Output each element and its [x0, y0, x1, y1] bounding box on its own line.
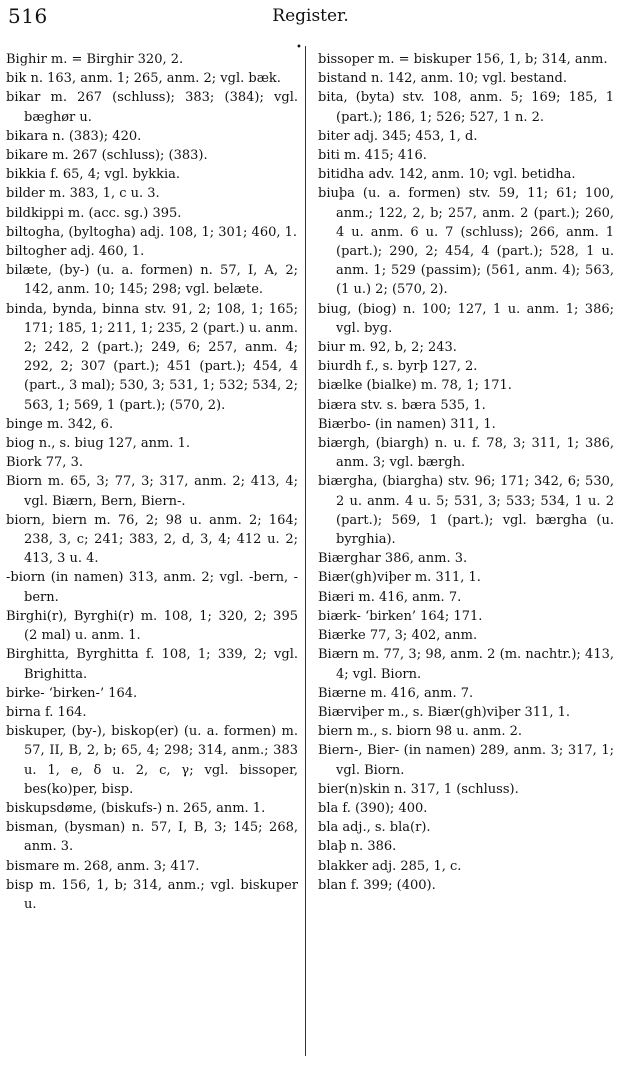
- register-entry: bitidha adv. 142, anm. 10; vgl. betidha.: [318, 167, 576, 183]
- register-entry: biorn, biern m. 76, 2; 98 u. anm. 2; 164; 238, 3, c; 241; 383, 2, d, 3, 4; 412 u. 2; 413, 3 u. 4.: [6, 512, 298, 567]
- register-entry: Biern-, Bier- (in namen) 289, anm. 3; 317, 1; vgl. Biorn.: [318, 743, 614, 778]
- left-column: [6, 50, 298, 914]
- register-entry: biti m. 415; 416.: [318, 148, 427, 164]
- register-entry: biæra stv. s. bæra 535, 1.: [318, 397, 486, 413]
- register-entry: Birghi(r), Byrghi(r) m. 108, 1; 320, 2; 395 (2 mal) u. anm. 1.: [6, 608, 298, 644]
- register-entry: bilæte, (by-) (u. a. formen) n. 57, I, A, 2; 142, anm. 10; 145; 298; vgl. belæte.: [6, 263, 298, 298]
- register-entry: biltogher adj. 460, 1.: [6, 244, 145, 260]
- register-entry: biur m. 92, b, 2; 243.: [318, 340, 457, 356]
- register-entry: biskuper, (by-), biskop(er) (u. a. formen) m. 57, II, B, 2, b; 65, 4; 298; 314, anm.; 383 u. 1, e, δ u. 2, c, γ; vgl. bissoper, bes(ko)per, bisp.: [6, 724, 298, 797]
- register-entry: Biæri m. 416, anm. 7.: [318, 589, 462, 605]
- register-entry: Biærne m. 416, anm. 7.: [318, 685, 474, 701]
- register-entry: Biærn m. 77, 3; 98, anm. 2 (m. nachtr.); 413, 4; vgl. Biorn.: [318, 647, 614, 682]
- register-entry: biærk- ‘birken’ 164; 171.: [318, 608, 483, 624]
- register-entry: bier(n)skin n. 317, 1 (schluss).: [318, 781, 519, 797]
- register-entry: bikar m. 267 (schluss); 383; (384); vgl. bæghør u.: [6, 90, 298, 125]
- register-entry: biog n., s. biug 127, anm. 1.: [6, 436, 190, 452]
- register-entry: biug, (biog) n. 100; 127, 1 u. anm. 1; 386; vgl. byg.: [318, 301, 614, 336]
- register-entry: blaþ n. 386.: [318, 839, 397, 855]
- right-column: [318, 50, 614, 895]
- register-entry: binda, bynda, binna stv. 91, 2; 108, 1; 165; 171; 185, 1; 211, 1; 235, 2 (part.) u. anm. 2; 242, 2 (part.); 249, 6; 257, anm. 4; 292, 2; 307 (part.); 451 (part.); 454, 4 (part., 3 mal); 530, 3; 531, 1; 532; 534, 2; 563, 1; 569, 1 (part.); (570, 2).: [6, 301, 298, 413]
- running-title: Register.: [272, 6, 349, 26]
- register-entry: Bighir m. = Birghir 320, 2.: [6, 52, 184, 67]
- register-entry: Biorn m. 65, 3; 77, 3; 317, anm. 2; 413, 4; vgl. Biærn, Bern, Biern-.: [6, 474, 298, 509]
- register-entry: bisp m. 156, 1, b; 314, anm.; vgl. biskuper u.: [6, 877, 298, 912]
- register-entry: Biork 77, 3.: [6, 455, 83, 471]
- register-entry: Biær(gh)viþer m. 311, 1.: [318, 570, 481, 586]
- register-entry: bismare m. 268, anm. 3; 417.: [6, 858, 200, 874]
- register-entry: bla adj., s. bla(r).: [318, 820, 431, 836]
- register-entry: bla f. (390); 400.: [318, 800, 428, 816]
- register-entry: bik n. 163, anm. 1; 265, anm. 2; vgl. bæk.: [6, 71, 281, 87]
- register-entry: bildkippi m. (acc. sg.) 395.: [6, 205, 182, 221]
- register-entry: bilder m. 383, 1, c u. 3.: [6, 186, 160, 202]
- register-entry: birke- ‘birken-’ 164.: [6, 685, 138, 701]
- register-entry: Biærviþer m., s. Biær(gh)viþer 311, 1.: [318, 704, 570, 720]
- column-divider: [305, 46, 306, 1056]
- register-entry: biter adj. 345; 453, 1, d.: [318, 128, 478, 144]
- register-entry: bistand n. 142, anm. 10; vgl. bestand.: [318, 71, 568, 87]
- register-entry: biuþa (u. a. formen) stv. 59, 11; 61; 100, anm.; 122, 2, b; 257, anm. 2 (part.); 260, 4 u. anm. 6 u. 7 (schluss); 266, anm. 1 (part.); 290, 2; 454, 4 (part.); 528, 1 u. anm. 1; 529 (passim); (561, anm. 4); 563, (1 u.) 2; (570, 2).: [318, 186, 614, 298]
- register-entry: bissoper m. = biskuper 156, 1, b; 314, anm.: [318, 52, 608, 67]
- register-entry: biærgh, (biargh) n. u. f. 78, 3; 311, 1; 386, anm. 3; vgl. bærgh.: [318, 436, 614, 471]
- header-ornament: •: [296, 42, 302, 53]
- page-number: 516: [8, 4, 48, 28]
- register-entry: biskupsdøme, (biskufs-) n. 265, anm. 1.: [6, 800, 266, 816]
- register-entry: birna f. 164.: [6, 704, 87, 720]
- register-entry: bisman, (bysman) n. 57, I, B, 3; 145; 268, anm. 3.: [6, 820, 298, 855]
- register-entry: biælke (bialke) m. 78, 1; 171.: [318, 378, 512, 394]
- register-entry: bita, (byta) stv. 108, anm. 5; 169; 185, 1 (part.); 186, 1; 526; 527, 1 n. 2.: [318, 90, 614, 125]
- register-entry: Birghitta, Byrghitta f. 108, 1; 339, 2; vgl. Brighitta.: [6, 647, 298, 682]
- register-entry: biærgha, (biargha) stv. 96; 171; 342, 6; 530, 2 u. anm. 4 u. 5; 531, 3; 533; 534, 1 u. 2 (part.); 569, 1 (part.); vgl. bærgha (u. byrghia).: [318, 474, 614, 548]
- register-entry: Biærghar 386, anm. 3.: [318, 551, 468, 567]
- register-entry: -biorn (in namen) 313, anm. 2; vgl. -bern, -bern.: [6, 570, 298, 605]
- register-entry: bikara n. (383); 420.: [6, 128, 142, 144]
- register-entry: Biærbo- (in namen) 311, 1.: [318, 416, 496, 432]
- register-entry: biurdh f., s. byrþ 127, 2.: [318, 359, 478, 375]
- register-entry: Biærke 77, 3; 402, anm.: [318, 628, 478, 644]
- register-entry: blakker adj. 285, 1, c.: [318, 858, 462, 874]
- register-entry: bikare m. 267 (schluss); (383).: [6, 148, 208, 164]
- register-entry: biltogha, (byltogha) adj. 108, 1; 301; 460, 1.: [6, 224, 298, 240]
- register-entry: biern m., s. biorn 98 u. anm. 2.: [318, 724, 523, 740]
- register-entry: binge m. 342, 6.: [6, 416, 114, 432]
- register-entry: bikkia f. 65, 4; vgl. bykkia.: [6, 167, 181, 183]
- register-entry: blan f. 399; (400).: [318, 877, 436, 893]
